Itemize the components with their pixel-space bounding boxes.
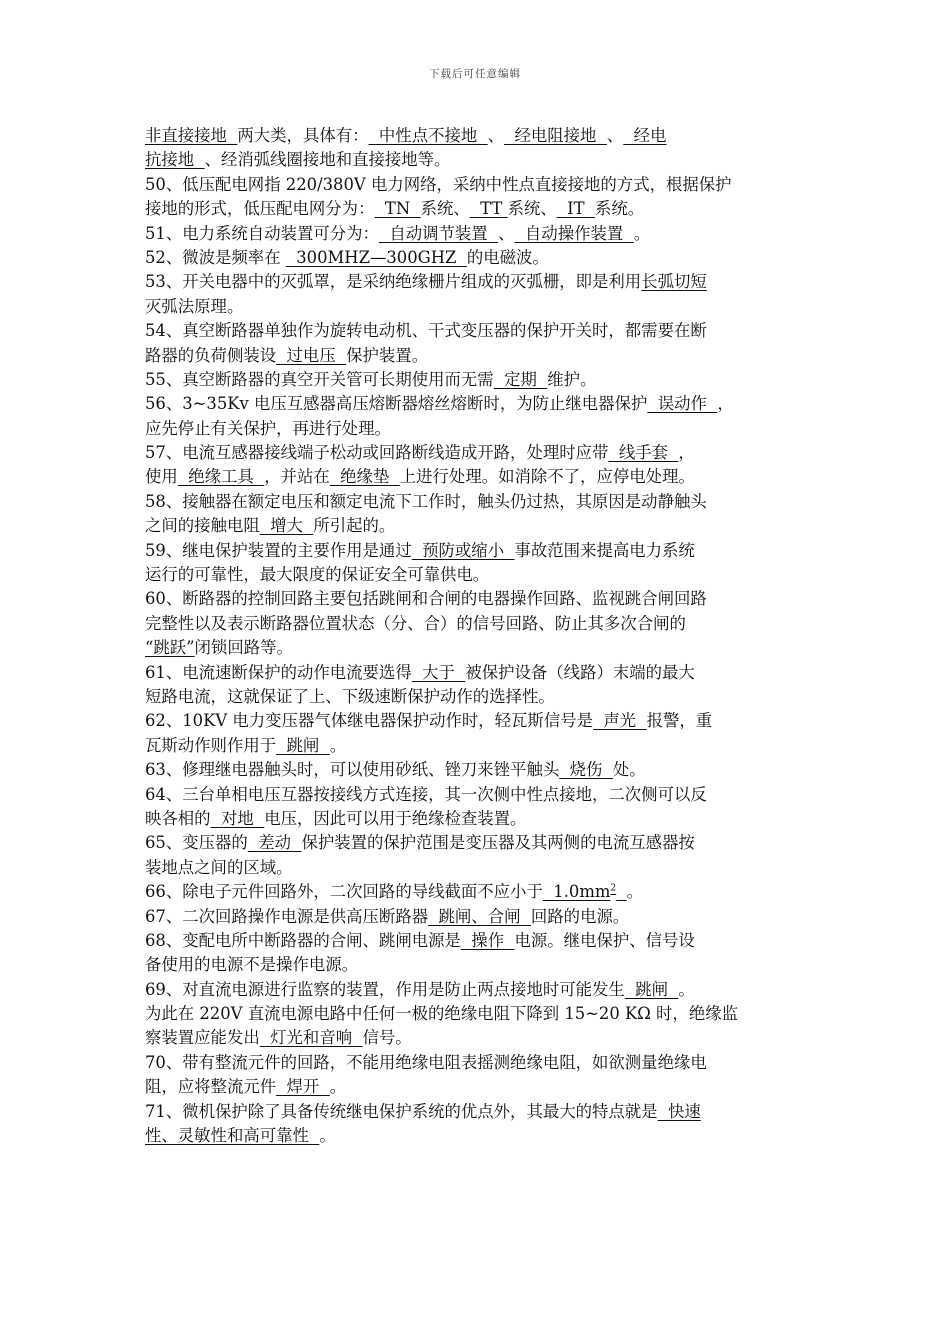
answer-blank: 焊开 <box>276 1077 330 1097</box>
answer-blank: 灯光和音响 <box>259 1028 363 1048</box>
answer-blank: 经电阻接地 <box>504 126 607 145</box>
text-segment: 。 <box>678 979 695 999</box>
answer-blank: 操作 <box>460 930 515 950</box>
text-line <box>145 441 813 465</box>
text-line <box>145 758 813 782</box>
answer-blank: 过电压 <box>276 345 347 365</box>
text-segment: 报警，重 <box>646 711 713 731</box>
answer-blank: 中性点不接地 <box>368 126 488 145</box>
text-segment: 、 <box>487 126 505 145</box>
answer-blank: 2 <box>610 883 617 894</box>
text-segment: 信号。 <box>362 1028 412 1048</box>
text-segment: 瓦斯动作则作用于 <box>145 735 277 755</box>
text-segment: 维护。 <box>547 369 597 389</box>
text-segment: 58、接触器在额定电压和额定电流下工作时，触头仍过热，其原因是动静触头 <box>145 491 707 511</box>
text-line <box>145 978 813 1002</box>
page-header: 下载后可任意编辑 <box>429 68 521 80</box>
answer-blank: “跳跃” <box>145 638 195 658</box>
text-segment: 69、对直流电源进行监察的装置，作用是防止两点接地时可能发生 <box>145 979 625 999</box>
answer-blank: 大于 <box>411 662 466 682</box>
text-segment: 闭锁回路等。 <box>194 638 293 658</box>
text-line <box>145 124 813 148</box>
text-segment: 55、真空断路器的真空开关管可长期使用而无需 <box>145 369 494 389</box>
answer-blank: 线手套 <box>608 443 679 463</box>
text-segment: 系统、 <box>420 199 470 219</box>
text-segment: 为此在 220V 直流电源电路中任何一极的绝缘电阻下降到 15~20 KΩ 时，绝缘监 <box>145 1004 738 1024</box>
text-line <box>145 807 813 831</box>
text-segment: 应先停止有关保护，再进行处理。 <box>145 418 391 438</box>
text-segment: 电压，因此可以用于绝缘检查装置。 <box>264 808 527 828</box>
answer-blank: 快速 <box>657 1101 701 1121</box>
text-segment: 接地的形式，低压配电网分为： <box>145 199 375 219</box>
text-line <box>145 465 813 489</box>
answer-blank: 跳闸、合闸 <box>428 906 531 926</box>
answer-blank: 300MHZ—300GHZ <box>285 247 467 267</box>
text-segment: 63、修理继电器触头时，可以使用砂纸、锉刀来锉平触头 <box>145 760 560 780</box>
text-segment: 灭弧法原理。 <box>145 296 244 316</box>
text-line <box>145 344 813 368</box>
answer-blank <box>616 882 626 901</box>
text-line <box>145 831 813 855</box>
text-segment: 。 <box>329 1077 347 1097</box>
text-segment: 54、真空断路器单独作为旋转电动机、干式变压器的保护开关时，都需要在断 <box>145 321 707 341</box>
text-line <box>145 148 813 172</box>
text-line <box>145 490 813 514</box>
text-segment: ， <box>717 394 734 414</box>
text-segment: 所引起的。 <box>313 516 396 536</box>
text-segment: 66、除电子元件回路外，二次回路的导线截面不应小于 <box>145 882 543 902</box>
text-line <box>145 1051 813 1075</box>
text-line <box>145 661 813 685</box>
text-line <box>145 514 813 538</box>
text-segment: 。 <box>319 1126 336 1146</box>
text-segment: 。 <box>626 882 643 902</box>
text-segment: 察装置应能发出 <box>145 1028 260 1048</box>
text-segment: 。 <box>633 223 651 243</box>
text-segment: 。 <box>329 735 347 755</box>
text-segment: 短路电流，这就保证了上、下级速断保护动作的选择性。 <box>145 686 555 706</box>
answer-blank: 增大 <box>259 516 314 536</box>
text-segment: 、经消弧线圈接地和直接接地等。 <box>204 150 451 170</box>
answer-blank: 自动调节装置 <box>378 223 499 243</box>
text-line <box>145 295 813 319</box>
text-line <box>145 709 813 733</box>
answer-blank: 对地 <box>210 808 265 828</box>
text-segment: 57、电流互感器接线端子松动或回路断线造成开路，处理时应带 <box>145 443 609 463</box>
text-line <box>145 612 813 636</box>
text-segment: 71、微机保护除了具备传统继电保护系统的优点外，其最大的特点就是 <box>145 1101 658 1121</box>
text-line <box>145 1026 813 1050</box>
text-segment: 53、开关电器中的灭弧罩，是采纳绝缘栅片组成的灭弧栅，即是利用 <box>145 272 642 292</box>
text-segment: 52、微波是频率在 <box>145 247 286 267</box>
text-line <box>145 636 813 660</box>
answer-blank: 跳闸 <box>276 735 330 755</box>
text-segment: 的电磁波。 <box>466 247 549 267</box>
text-segment: 回路的电源。 <box>530 906 630 926</box>
text-segment: 完整性以及表示断路器位置状态（分、合）的信号回路、防止其多次合闸的 <box>145 613 686 633</box>
answer-blank: 非直接接地 <box>145 126 238 145</box>
text-segment: 被保护设备（线路）末端的最大 <box>465 662 695 682</box>
text-segment: 事故范围来提高电力系统 <box>514 540 695 560</box>
answer-blank: 预防或缩小 <box>411 540 515 560</box>
answer-blank: 1.0mm <box>542 882 611 902</box>
text-line <box>145 783 813 807</box>
text-segment: 装地点之间的区域。 <box>145 857 293 877</box>
text-segment: 之间的接触电阻 <box>145 516 260 536</box>
text-line <box>145 270 813 294</box>
text-segment: 电源。继电保护、信号设 <box>514 930 695 950</box>
text-line <box>145 173 813 197</box>
text-line <box>145 1124 813 1148</box>
text-line <box>145 905 813 929</box>
text-line <box>145 880 813 904</box>
answer-blank: 抗接地 <box>145 150 205 170</box>
text-line <box>145 417 813 441</box>
text-segment: 62、10KV 电力变压器气体继电器保护动作时，轻瓦斯信号是 <box>145 711 593 731</box>
text-segment: 50、低压配电网指 220/380V 电力网络，采纳中性点直接接地的方式，根据保护 <box>145 174 732 194</box>
text-segment: 59、继电保护装置的主要作用是通过 <box>145 540 412 560</box>
text-segment: 60、断路器的控制回路主要包括跳闸和合闸的电器操作回路、监视跳合闸回路 <box>145 589 707 609</box>
answer-blank: TT <box>469 199 508 219</box>
text-line <box>145 319 813 343</box>
text-segment: 上进行处理。如消除不了，应停电处理。 <box>399 467 695 487</box>
answer-blank: 长弧切短 <box>641 272 707 292</box>
text-segment: 两大类，具体有： <box>237 126 369 145</box>
answer-blank: 声光 <box>593 711 647 731</box>
text-segment: 、 <box>606 126 624 145</box>
text-segment: 64、三台单相电压互器按接线方式连接，其一次侧中性点接地，二次侧可以反 <box>145 784 707 804</box>
text-line <box>145 587 813 611</box>
answer-blank: 差动 <box>247 833 302 853</box>
answer-blank: IT <box>556 199 595 219</box>
text-line <box>145 563 813 587</box>
text-line <box>145 392 813 416</box>
text-segment: 67、二次回路操作电源是供高压断路器 <box>145 906 429 926</box>
answer-blank: 绝缘工具 <box>177 467 265 487</box>
answer-blank: 经电 <box>623 126 667 145</box>
text-segment: 、 <box>498 223 515 243</box>
text-line <box>145 685 813 709</box>
answer-blank: 跳闸 <box>624 979 679 999</box>
answer-blank: 误动作 <box>647 394 718 414</box>
answer-blank: TN <box>374 199 421 219</box>
answer-blank: 自动操作装置 <box>514 223 634 243</box>
answer-blank: 性、灵敏性和高可靠性 <box>145 1126 320 1146</box>
text-line <box>145 246 813 270</box>
text-line <box>145 929 813 953</box>
text-segment: 阻，应将整流元件 <box>145 1077 277 1097</box>
text-line <box>145 197 813 221</box>
document-body <box>145 124 813 1148</box>
text-segment: 51、电力系统自动装置可分为： <box>145 223 379 243</box>
text-segment: 68、变配电所中断路器的合闸、跳闸电源是 <box>145 930 461 950</box>
text-line <box>145 1002 813 1026</box>
answer-blank: 定期 <box>493 369 548 389</box>
text-segment: ，并站在 <box>264 467 330 487</box>
text-segment: 映各相的 <box>145 808 211 828</box>
text-segment: 备使用的电源不是操作电源。 <box>145 955 359 975</box>
text-segment: 65、变压器的 <box>145 833 248 853</box>
text-line <box>145 222 813 246</box>
text-segment: 系统。 <box>595 199 645 219</box>
text-line <box>145 734 813 758</box>
text-segment: 使用 <box>145 467 178 487</box>
text-line <box>145 539 813 563</box>
text-segment: 61、电流速断保护的动作电流要选得 <box>145 662 412 682</box>
text-segment: 保护装置的保护范围是变压器及其两侧的电流互感器按 <box>301 833 695 853</box>
text-segment: 运行的可靠性，最大限度的保证安全可靠供电。 <box>145 565 490 585</box>
text-line <box>145 953 813 977</box>
text-segment: 系统、 <box>507 199 557 219</box>
text-line <box>145 368 813 392</box>
text-line <box>145 1075 813 1099</box>
text-segment: 70、带有整流元件的回路，不能用绝缘电阻表摇测绝缘电阻，如欲测量绝缘电 <box>145 1052 707 1072</box>
text-segment: ， <box>678 443 695 463</box>
text-line <box>145 1100 813 1124</box>
answer-blank: 烧伤 <box>559 760 613 780</box>
text-segment: 保护装置。 <box>346 345 429 365</box>
text-segment: 56、3~35Kv 电压互感器高压熔断器熔丝熔断时，为防止继电器保护 <box>145 394 648 414</box>
text-segment: 路器的负荷侧装设 <box>145 345 277 365</box>
text-segment: 处。 <box>612 760 646 780</box>
answer-blank: 绝缘垫 <box>329 467 400 487</box>
text-line <box>145 856 813 880</box>
